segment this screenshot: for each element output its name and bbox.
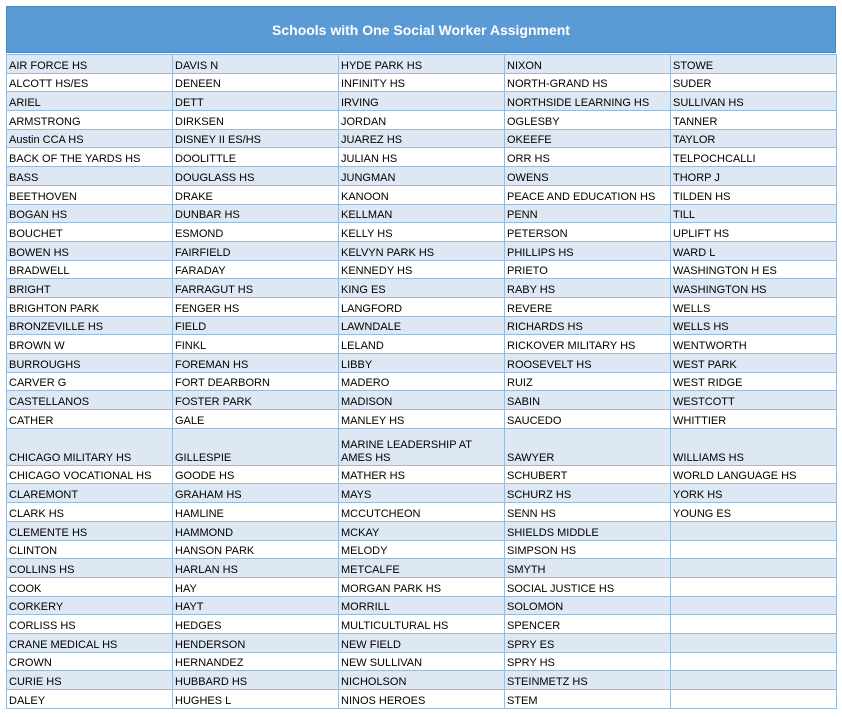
- table-cell: WILLIAMS HS: [671, 428, 837, 465]
- schools-table: [6, 54, 837, 709]
- table-cell: ESMOND: [173, 223, 339, 242]
- table-cell: BOUCHET: [7, 223, 173, 242]
- table-row: [7, 297, 837, 316]
- table-cell: CHICAGO MILITARY HS: [7, 428, 173, 465]
- table-cell: HARLAN HS: [173, 559, 339, 578]
- table-cell: BRIGHT: [7, 279, 173, 298]
- table-cell: TILDEN HS: [671, 185, 837, 204]
- table-cell: RABY HS: [505, 279, 671, 298]
- table-cell: CARVER G: [7, 372, 173, 391]
- table-cell: SAWYER: [505, 428, 671, 465]
- table-cell: BRIGHTON PARK: [7, 297, 173, 316]
- table-cell: WEST RIDGE: [671, 372, 837, 391]
- table-row: [7, 428, 837, 465]
- table-cell: DOUGLASS HS: [173, 167, 339, 186]
- table-cell: IRVING: [339, 92, 505, 111]
- table-cell: KANOON: [339, 185, 505, 204]
- table-cell: BROWN W: [7, 335, 173, 354]
- table-cell: DIRKSEN: [173, 111, 339, 130]
- table-cell: KELLY HS: [339, 223, 505, 242]
- table-cell: DOOLITTLE: [173, 148, 339, 167]
- table-title: Schools with One Social Worker Assignment: [6, 6, 836, 53]
- table-cell: LIBBY: [339, 354, 505, 373]
- table-cell: UPLIFT HS: [671, 223, 837, 242]
- table-cell: NINOS HEROES: [339, 690, 505, 709]
- table-cell: TELPOCHCALLI: [671, 148, 837, 167]
- table-cell: BEETHOVEN: [7, 185, 173, 204]
- table-row: [7, 111, 837, 130]
- table-cell: CRANE MEDICAL HS: [7, 633, 173, 652]
- table-cell: FAIRFIELD: [173, 241, 339, 260]
- table-cell: WELLS HS: [671, 316, 837, 335]
- table-cell: LELAND: [339, 335, 505, 354]
- table-row: [7, 671, 837, 690]
- table-row: [7, 129, 837, 148]
- table-cell: BOGAN HS: [7, 204, 173, 223]
- table-cell: FENGER HS: [173, 297, 339, 316]
- table-cell: YOUNG ES: [671, 503, 837, 522]
- table-cell: SULLIVAN HS: [671, 92, 837, 111]
- table-cell: MORRILL: [339, 596, 505, 615]
- table-cell: [671, 671, 837, 690]
- table-cell: MANLEY HS: [339, 410, 505, 429]
- table-cell: HAMLINE: [173, 503, 339, 522]
- table-cell: MCKAY: [339, 521, 505, 540]
- table-row: [7, 465, 837, 484]
- table-cell: METCALFE: [339, 559, 505, 578]
- table-cell: CLAREMONT: [7, 484, 173, 503]
- table-cell: SCHURZ HS: [505, 484, 671, 503]
- table-row: [7, 484, 837, 503]
- table-cell: MULTICULTURAL HS: [339, 615, 505, 634]
- table-row: [7, 167, 837, 186]
- table-cell: [671, 540, 837, 559]
- table-cell: [671, 559, 837, 578]
- table-cell: [671, 690, 837, 709]
- table-cell: [671, 615, 837, 634]
- table-cell: COLLINS HS: [7, 559, 173, 578]
- table-cell: ARMSTRONG: [7, 111, 173, 130]
- table-cell: DALEY: [7, 690, 173, 709]
- table-cell: SOLOMON: [505, 596, 671, 615]
- table-cell: SOCIAL JUSTICE HS: [505, 577, 671, 596]
- table-cell: HAMMOND: [173, 521, 339, 540]
- table-cell: Austin CCA HS: [7, 129, 173, 148]
- table-cell: THORP J: [671, 167, 837, 186]
- table-cell: HANSON PARK: [173, 540, 339, 559]
- table-cell: STEINMETZ HS: [505, 671, 671, 690]
- table-cell: COOK: [7, 577, 173, 596]
- table-row: [7, 316, 837, 335]
- table-cell: DENEEN: [173, 73, 339, 92]
- table-row: [7, 204, 837, 223]
- table-cell: SCHUBERT: [505, 465, 671, 484]
- table-cell: MELODY: [339, 540, 505, 559]
- table-cell: MAYS: [339, 484, 505, 503]
- table-cell: HENDERSON: [173, 633, 339, 652]
- table-row: [7, 652, 837, 671]
- table-cell: WORLD LANGUAGE HS: [671, 465, 837, 484]
- table-cell: BRONZEVILLE HS: [7, 316, 173, 335]
- table-cell: OWENS: [505, 167, 671, 186]
- table-cell: WESTCOTT: [671, 391, 837, 410]
- table-cell: SPENCER: [505, 615, 671, 634]
- table-row: [7, 73, 837, 92]
- table-cell: KENNEDY HS: [339, 260, 505, 279]
- table-cell: SIMPSON HS: [505, 540, 671, 559]
- table-cell: HUGHES L: [173, 690, 339, 709]
- table-cell: RICHARDS HS: [505, 316, 671, 335]
- table-cell: CATHER: [7, 410, 173, 429]
- table-row: [7, 55, 837, 74]
- table-cell: JORDAN: [339, 111, 505, 130]
- table-cell: MCCUTCHEON: [339, 503, 505, 522]
- table-cell: ORR HS: [505, 148, 671, 167]
- table-row: [7, 223, 837, 242]
- table-cell: CLINTON: [7, 540, 173, 559]
- table-row: [7, 148, 837, 167]
- table-cell: HYDE PARK HS: [339, 55, 505, 74]
- table-cell: CURIE HS: [7, 671, 173, 690]
- table-cell: OKEEFE: [505, 129, 671, 148]
- table-cell: DRAKE: [173, 185, 339, 204]
- table-cell: GALE: [173, 410, 339, 429]
- table-cell: WASHINGTON HS: [671, 279, 837, 298]
- table-row: [7, 559, 837, 578]
- table-cell: PEACE AND EDUCATION HS: [505, 185, 671, 204]
- table-cell: DAVIS N: [173, 55, 339, 74]
- table-cell: SABIN: [505, 391, 671, 410]
- table-cell: [671, 633, 837, 652]
- table-cell: PHILLIPS HS: [505, 241, 671, 260]
- table-cell: MADISON: [339, 391, 505, 410]
- table-cell: CLEMENTE HS: [7, 521, 173, 540]
- table-row: [7, 577, 837, 596]
- table-cell: CORKERY: [7, 596, 173, 615]
- table-cell: CHICAGO VOCATIONAL HS: [7, 465, 173, 484]
- table-cell: SPRY ES: [505, 633, 671, 652]
- table-row: [7, 410, 837, 429]
- table-cell: JUAREZ HS: [339, 129, 505, 148]
- table-cell: NICHOLSON: [339, 671, 505, 690]
- table-row: [7, 354, 837, 373]
- table-cell: CASTELLANOS: [7, 391, 173, 410]
- table-cell: DETT: [173, 92, 339, 111]
- table-cell: ROOSEVELT HS: [505, 354, 671, 373]
- table-cell: WENTWORTH: [671, 335, 837, 354]
- table-cell: LAWNDALE: [339, 316, 505, 335]
- table-cell: FIELD: [173, 316, 339, 335]
- table-row: [7, 503, 837, 522]
- table-cell: OGLESBY: [505, 111, 671, 130]
- table-cell: NEW FIELD: [339, 633, 505, 652]
- table-cell: CROWN: [7, 652, 173, 671]
- table-cell: STOWE: [671, 55, 837, 74]
- table-cell: [671, 596, 837, 615]
- table-cell: WHITTIER: [671, 410, 837, 429]
- table-row: [7, 596, 837, 615]
- table-cell: HAY: [173, 577, 339, 596]
- table-row: [7, 391, 837, 410]
- table-cell: HEDGES: [173, 615, 339, 634]
- table-cell: AIR FORCE HS: [7, 55, 173, 74]
- table-cell: MORGAN PARK HS: [339, 577, 505, 596]
- table-row: [7, 633, 837, 652]
- schools-table-body: [7, 55, 837, 709]
- table-cell: PETERSON: [505, 223, 671, 242]
- table-cell: LANGFORD: [339, 297, 505, 316]
- table-cell: FOSTER PARK: [173, 391, 339, 410]
- table-cell: BRADWELL: [7, 260, 173, 279]
- table-row: [7, 260, 837, 279]
- table-cell: FORT DEARBORN: [173, 372, 339, 391]
- table-cell: TAYLOR: [671, 129, 837, 148]
- table-cell: SAUCEDO: [505, 410, 671, 429]
- table-cell: HUBBARD HS: [173, 671, 339, 690]
- table-cell: DUNBAR HS: [173, 204, 339, 223]
- table-cell: FARADAY: [173, 260, 339, 279]
- table-cell: SHIELDS MIDDLE: [505, 521, 671, 540]
- table-cell: WASHINGTON H ES: [671, 260, 837, 279]
- table-cell: PRIETO: [505, 260, 671, 279]
- table-cell: WEST PARK: [671, 354, 837, 373]
- table-cell: SPRY HS: [505, 652, 671, 671]
- table-cell: RICKOVER MILITARY HS: [505, 335, 671, 354]
- table-row: [7, 185, 837, 204]
- table-cell: ALCOTT HS/ES: [7, 73, 173, 92]
- table-cell: BOWEN HS: [7, 241, 173, 260]
- table-cell: [671, 577, 837, 596]
- table-row: [7, 690, 837, 709]
- table-cell: JULIAN HS: [339, 148, 505, 167]
- table-cell: INFINITY HS: [339, 73, 505, 92]
- table-cell: FARRAGUT HS: [173, 279, 339, 298]
- table-cell: NORTH-GRAND HS: [505, 73, 671, 92]
- table-cell: HERNANDEZ: [173, 652, 339, 671]
- table-cell: FINKL: [173, 335, 339, 354]
- table-cell: GOODE HS: [173, 465, 339, 484]
- table-cell: WARD L: [671, 241, 837, 260]
- table-cell: GILLESPIE: [173, 428, 339, 465]
- table-cell: NEW SULLIVAN: [339, 652, 505, 671]
- table-row: [7, 521, 837, 540]
- table-cell: NIXON: [505, 55, 671, 74]
- table-cell: BACK OF THE YARDS HS: [7, 148, 173, 167]
- table-cell: MADERO: [339, 372, 505, 391]
- table-cell: DISNEY II ES/HS: [173, 129, 339, 148]
- table-cell: JUNGMAN: [339, 167, 505, 186]
- table-cell: KELLMAN: [339, 204, 505, 223]
- table-cell: NORTHSIDE LEARNING HS: [505, 92, 671, 111]
- table-cell: [671, 521, 837, 540]
- table-row: [7, 372, 837, 391]
- table-cell: FOREMAN HS: [173, 354, 339, 373]
- table-row: [7, 241, 837, 260]
- table-row: [7, 92, 837, 111]
- spreadsheet: [6, 6, 836, 709]
- table-cell: CLARK HS: [7, 503, 173, 522]
- table-cell: MARINE LEADERSHIP AT AMES HS: [339, 428, 505, 465]
- table-cell: CORLISS HS: [7, 615, 173, 634]
- table-row: [7, 335, 837, 354]
- table-cell: BASS: [7, 167, 173, 186]
- table-cell: TILL: [671, 204, 837, 223]
- table-row: [7, 540, 837, 559]
- table-cell: GRAHAM HS: [173, 484, 339, 503]
- table-cell: KELVYN PARK HS: [339, 241, 505, 260]
- table-cell: ARIEL: [7, 92, 173, 111]
- table-cell: BURROUGHS: [7, 354, 173, 373]
- table-cell: SUDER: [671, 73, 837, 92]
- table-row: [7, 615, 837, 634]
- table-cell: WELLS: [671, 297, 837, 316]
- table-cell: [671, 652, 837, 671]
- table-cell: REVERE: [505, 297, 671, 316]
- table-cell: HAYT: [173, 596, 339, 615]
- table-cell: RUIZ: [505, 372, 671, 391]
- table-cell: PENN: [505, 204, 671, 223]
- table-cell: STEM: [505, 690, 671, 709]
- table-cell: YORK HS: [671, 484, 837, 503]
- table-cell: SMYTH: [505, 559, 671, 578]
- table-cell: SENN HS: [505, 503, 671, 522]
- table-row: [7, 279, 837, 298]
- table-cell: KING ES: [339, 279, 505, 298]
- table-cell: TANNER: [671, 111, 837, 130]
- table-cell: MATHER HS: [339, 465, 505, 484]
